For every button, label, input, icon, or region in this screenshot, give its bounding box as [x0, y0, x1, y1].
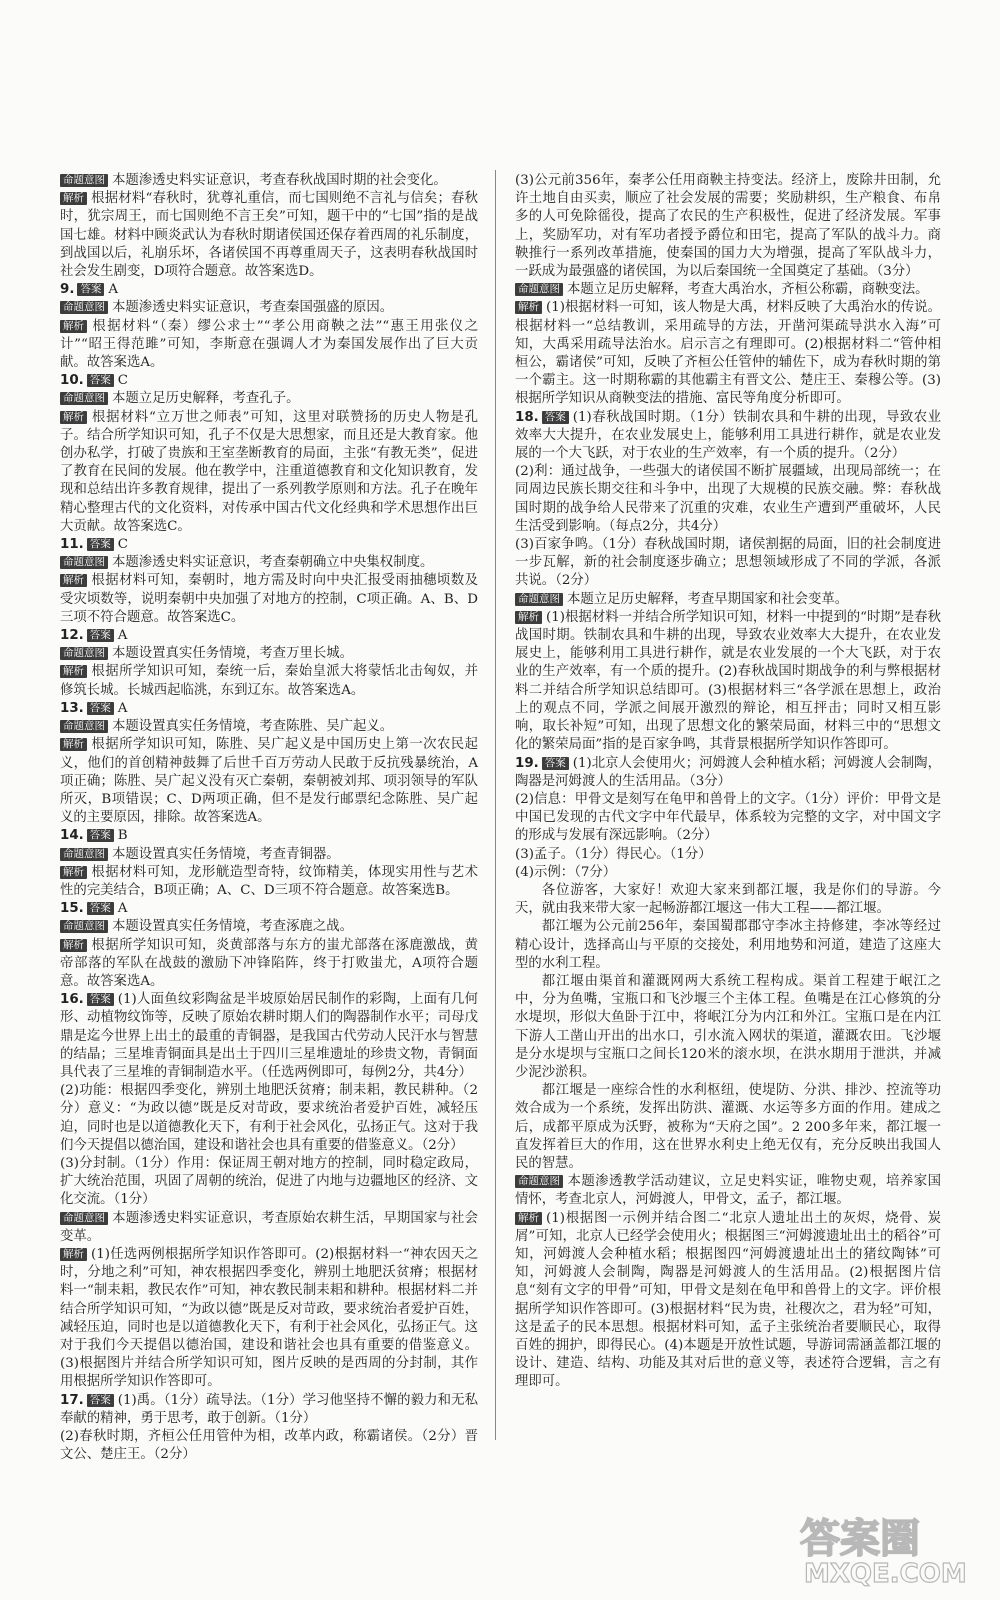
- label-intent: 命题意图: [60, 301, 108, 314]
- block-intent: [60, 1210, 478, 1246]
- question-number: 18.: [515, 409, 539, 425]
- block-intent: [60, 846, 478, 864]
- label-analysis: 解析: [60, 411, 87, 424]
- paragraph-text: 根据材料“春秋时，犹尊礼重信，而七国则绝不言礼与信矣；春秋时，犹宗周王，而七国则绝不言王矣”可知，题干中的“七国”指的是战国七雄。材料中顾炎武认为春秋时期诸侯国还保存着西周的礼乐制度，到战国以后，礼崩乐坏，各诸侯国不再尊重周天子，这表明春秋战国时社会发生剧变，D项符合题意。故答案选D。: [60, 191, 478, 280]
- answer-paragraph: [515, 1082, 941, 1173]
- paragraph-text: 根据材料“（秦）缪公求士”“孝公用商鞅之法”“惠王用张仪之计”“昭王得范雎”可知，李斯意在强调人才为秦国发展作出了巨大贡献。故答案选A。: [60, 318, 478, 371]
- paragraph-text: 本题立足历史解释，考查大禹治水，齐桓公称霸，商鞅变法。: [567, 282, 929, 298]
- paragraph-text: (2)功能：根据四季变化，辨别土地肥沃贫瘠；制耒耜，教民耕种。（2分）意义：“为政以德”既是反对苛政，要求统治者爱护百姓，减轻压迫，同时也是以道德教化天下，有利于社会风化，弘扬正气。这对于我们今天提倡以德治国，建设和谐社会也具有重要的借鉴意义。（2分）: [60, 1083, 478, 1153]
- paragraph-text: 根据材料可知，秦朝时，地方需及时向中央汇报受雨抽穗顷数及受灾顷数等，说明秦朝中央加强了对地方的控制，C项正确。A、B、D三项不符合题意。故答案选C。: [60, 573, 478, 625]
- paragraph-text: 都江堰是一座综合性的水利枢纽，使堤防、分洪、排沙、控流等功效合成为一个系统，发挥出防洪、灌溉、水运等多方面的作用。建成之后，成都平原成为沃野，被称为“天府之国”。2 200多年来，都江堰一直发挥着巨大的作用，这在世界水利史上绝无仅有，充分反映出我国人民的智慧。: [515, 1083, 941, 1171]
- block-intent: [60, 718, 478, 736]
- label-analysis: 解析: [60, 866, 87, 879]
- label-analysis: 解析: [60, 320, 87, 333]
- block-analysis: [60, 409, 478, 536]
- label-intent: 命题意图: [60, 1212, 108, 1225]
- paragraph-text: 本题设置真实任务情境，考查涿鹿之战。: [112, 919, 354, 935]
- paragraph-text: A: [108, 282, 119, 298]
- block-intent: [60, 645, 478, 663]
- paragraph-text: A: [117, 700, 128, 716]
- paragraph-text: (1)北京人会使用火；河姆渡人会种植水稻；河姆渡人会制陶，陶器是河姆渡人的生活用品。（3分）: [515, 755, 941, 789]
- paragraph-text: 本题立足历史解释，考查早期国家和社会变革。: [567, 591, 849, 607]
- label-analysis: 解析: [515, 301, 542, 314]
- block-analysis: [60, 1246, 478, 1392]
- paragraph-text: (1)禹。（1分）疏导法。（1分）学习他坚持不懈的毅力和无私奉献的精神，勇于思考，敢于创新。（1分）: [60, 1392, 478, 1426]
- label-intent: 命题意图: [515, 1175, 563, 1188]
- paragraph-text: (1)春秋战国时期。（1分）铁制农具和牛耕的出现，导致农业效率大大提升，在农业发展史上，能够利用工具进行耕作，就是农业发展的一个大飞跃，对于农业的生产效率，有一个质的提升。（2分）: [515, 409, 941, 462]
- watermark-logo: [792, 1500, 982, 1590]
- question-answer: [60, 700, 478, 718]
- question-number: 17.: [60, 1392, 84, 1408]
- question-answer: [60, 900, 478, 918]
- paragraph-text: 都江堰由渠首和灌溉网两大系统工程构成。渠首工程建于岷江之中，分为鱼嘴，宝瓶口和飞沙堰三个主体工程。鱼嘴是在江心修筑的分水堤坝，形似大鱼卧于江中，将岷江分为内江和外江。宝瓶口是在内江下游人工凿山开出的出水口，引水流入网状的渠道，灌溉农田。飞沙堰是分水堤坝与宝瓶口之间长120米的滚水坝，在洪水期用于泄洪，并减少泥沙淤积。: [515, 973, 941, 1080]
- answer-paragraph: [515, 846, 941, 864]
- paragraph-text: 本题立足历史解释，考查孔子。: [112, 391, 300, 407]
- question-answer: [60, 991, 478, 1082]
- label-answer: 答案: [542, 411, 569, 424]
- label-analysis: 解析: [515, 611, 542, 624]
- paragraph-text: C: [117, 373, 128, 389]
- question-answer: [60, 372, 478, 390]
- question-answer: [60, 627, 478, 645]
- right-column: [515, 172, 941, 1392]
- paragraph-text: 本题设置真实任务情境，考查万里长城。: [112, 646, 354, 662]
- paragraph-text: 根据所学知识可知，陈胜、吴广起义是中国历史上第一次农民起义，他们的首创精神鼓舞了后世千百万劳动人民敢于反抗残暴统治，A项正确；陈胜、吴广起义没有灭亡秦朝，秦朝被刘邦、项羽领导的军队所灭，B项错误；C、D两项正确，但不是发行邮票纪念陈胜、吴广起义的主要原因，排除。故答案选A。: [60, 737, 478, 826]
- answer-paragraph: [515, 864, 941, 882]
- question-number: 19.: [515, 755, 539, 771]
- question-answer: [515, 409, 941, 464]
- block-intent: [515, 591, 941, 609]
- block-analysis: [60, 736, 478, 827]
- question-number: 12.: [60, 628, 84, 644]
- paragraph-text: (1)根据材料一可知，该人物是大禹，材料反映了大禹治水的传说。根据材料一“总结教训，采用疏导的方法，开凿河渠疏导洪水入海”可知，大禹采用疏导法治水。启示言之有理即可。(2)根据材料二“管仲相桓公，霸诸侯”可知，反映了齐桓公任管仲的辅佐下，成为春秋时期的第一个霸主。这一时期称霸的其他霸主有晋文公、楚庄王、秦穆公等。(3)根据所学知识从商鞅变法的措施、富民等角度分析即可。: [515, 300, 941, 407]
- answer-paragraph: [515, 172, 941, 281]
- question-number: 16.: [60, 992, 84, 1008]
- block-intent: [515, 281, 941, 299]
- block-analysis: [60, 937, 478, 992]
- paragraph-text: (2)春秋时期，齐桓公任用管仲为相，改革内政，称霸诸侯。（2分）晋文公、楚庄王。（2分）: [60, 1429, 478, 1463]
- question-number: 15.: [60, 901, 84, 917]
- answer-paragraph: [60, 1155, 478, 1210]
- paragraph-text: (2)信息：甲骨文是刻写在龟甲和兽骨上的文字。（1分）评价：甲骨文是中国已发现的古代文字中年代最早，体系较为完整的文字，对中国文字的形成与发展有深远影响。（2分）: [515, 791, 941, 844]
- block-intent: [60, 299, 478, 317]
- paragraph-text: (2)利：通过战争，一些强大的诸侯国不断扩展疆域，出现局部统一；在同周边民族长期交往和斗争中，出现了大规模的民族交融。弊：春秋战国时期的战争给人民带来了沉重的灾难，农业生产遭到严重破坏，人民生活受到影响。（每点2分，共4分）: [515, 464, 941, 534]
- block-analysis: [515, 299, 941, 408]
- block-analysis: [60, 663, 478, 699]
- label-intent: 命题意图: [60, 392, 108, 405]
- answer-paragraph: [515, 973, 941, 1082]
- answer-paragraph: [60, 1082, 478, 1155]
- block-analysis: [60, 318, 478, 373]
- block-intent: [515, 1173, 941, 1209]
- label-intent: 命题意图: [60, 174, 108, 187]
- block-analysis: [515, 609, 941, 755]
- paragraph-text: C: [117, 537, 128, 553]
- block-analysis: [515, 1210, 941, 1392]
- paragraph-text: (1)根据图一示例并结合图二“北京人遗址出土的灰烬，烧骨、炭屑”可知，北京人已经学会使用火；根据图三“河姆渡遗址出土的稻谷”可知，河姆渡人会种植水稻；根据图四“河姆渡遗址出土的猪纹陶钵”可知，河姆渡人会制陶，陶器是河姆渡人的生活用品。(2)根据图片信息“刻有文字的甲骨”可知，甲骨文是刻在龟甲和兽骨上的文字。评价根据所学知识作答即可。(3)根据材料“民为贵，社稷次之，君为轻”可知，这是孟子的民本思想。根据材料可知，孟子主张统治者要顺民心，取得百姓的拥护，即得民心。(4)本题是开放性试题，导游词需涵盖都江堰的设计、建造、结构、功能及其对后世的意义等，表述符合逻辑，言之有理即可。: [515, 1210, 941, 1390]
- paragraph-text: (4)示例：（7分）: [515, 864, 617, 880]
- block-analysis: [60, 190, 478, 281]
- paragraph-text: 根据所学知识可知，炎黄部落与东方的蚩尤部落在涿鹿激战，黄帝部落的军队在战鼓的激励下冲锋陷阵，终于打败蚩尤，A项符合题意。故答案选A。: [60, 937, 478, 989]
- label-intent: 命题意图: [515, 283, 563, 296]
- column-divider: [495, 170, 496, 1440]
- watermark-text-cn: 答案圈: [800, 1516, 920, 1562]
- label-analysis: 解析: [60, 192, 87, 205]
- paragraph-text: 本题渗透史料实证意识，考查原始农耕生活，早期国家与社会变革。: [60, 1210, 478, 1244]
- label-intent: 命题意图: [60, 647, 108, 660]
- label-answer: 答案: [87, 993, 114, 1006]
- paragraph-text: B: [117, 828, 128, 844]
- paragraph-text: 本题渗透教学活动建议，立足史料实证，唯物史观，培养家国情怀，考查北京人，河姆渡人，甲骨文，孟子，都江堰。: [515, 1174, 941, 1208]
- paragraph-text: 根据材料可知，龙形觥造型奇特，纹饰精美，体现实用性与艺术性的完美结合，B项正确；A、C、D三项不符合题意。故答案选B。: [60, 864, 478, 898]
- paragraph-text: (1)人面鱼纹彩陶盆是半坡原始居民制作的彩陶，上面有几何形、动植物纹饰等，反映了原始农耕时期人们的陶器制作水平；司母戊鼎是迄今世界上出土的最重的青铜器，是我国古代劳动人民汗水与智慧的结晶；三星堆青铜面具是出土于四川三星堆遗址的珍贵文物，青铜面具代表了三星堆的青铜制造水平。（任选两例即可，每例2分，共4分）: [60, 992, 478, 1080]
- question-number: 9.: [60, 282, 75, 298]
- label-analysis: 解析: [60, 1248, 87, 1261]
- question-answer: [515, 755, 941, 791]
- paragraph-text: 本题设置真实任务情境，考查陈胜、吴广起义。: [112, 719, 394, 735]
- label-analysis: 解析: [60, 665, 87, 678]
- block-intent: [60, 918, 478, 936]
- paragraph-text: (1)任选两例根据所学知识作答即可。(2)根据材料一“神农因天之时，分地之利”可知，神农根据四季变化，辨别土地肥沃贫瘠；根据材料一“制耒耜，教民农作”可知，神农教民制耒耜和耕种。根据材料二并结合所学知识可知，“为政以德”既是反对苛政，要求统治者爱护百姓，减轻压迫，同时也是以道德教化天下，有利于社会风化，弘扬正气。这对于我们今天提倡以德治国，建设和谐社会也具有重要的借鉴意义。(3)根据图片并结合所学知识可知，图片反映的是西周的分封制，其作用根据所学知识作答即可。: [60, 1246, 478, 1390]
- paragraph-text: (3)百家争鸣。（1分）春秋战国时期，诸侯割据的局面，旧的社会制度进一步瓦解，新的社会制度逐步确立；思想领域形成了不同的学派，各派共说。（2分）: [515, 537, 941, 589]
- label-intent: 命题意图: [60, 556, 108, 569]
- paragraph-text: 本题渗透史料实证意识，考查秦国强盛的原因。: [112, 300, 394, 316]
- label-analysis: 解析: [60, 738, 87, 751]
- answer-paragraph: [515, 918, 941, 973]
- paragraph-text: A: [117, 901, 128, 917]
- block-analysis: [60, 572, 478, 627]
- label-answer: 答案: [77, 283, 104, 296]
- paragraph-text: (3)公元前356年，秦孝公任用商鞅主持变法。经济上，废除井田制，允许土地自由买卖，顺应了社会发展的需要；奖励耕织，生产粮食、布帛多的人可免除徭役，提高了农民的生产积极性，促进了经济发展。军事上，奖励军功，对有军功者授予爵位和田宅，提高了军队的战斗力。商鞅推行一系列改革措施，使秦国的国力大为增强，提高了军队战斗力，一跃成为最强盛的诸侯国，为以后秦国统一全国奠定了基础。（3分）: [515, 173, 941, 280]
- answer-paragraph: [515, 882, 941, 918]
- paragraph-text: 根据所学知识可知，秦统一后，秦始皇派大将蒙恬北击匈奴，并修筑长城。长城西起临洮，东到辽东。故答案选A。: [60, 664, 478, 698]
- left-column: [60, 172, 478, 1464]
- answer-paragraph: [515, 536, 941, 591]
- question-number: 10.: [60, 373, 84, 389]
- block-intent: [60, 554, 478, 572]
- label-intent: 命题意图: [515, 593, 563, 606]
- block-analysis: [60, 864, 478, 900]
- block-intent: [60, 390, 478, 408]
- question-answer: [60, 281, 478, 299]
- label-analysis: 解析: [60, 939, 87, 952]
- paragraph-text: (3)孟子。（1分）得民心。（1分）: [515, 846, 712, 862]
- watermark-text-en: MXQE.COM: [804, 1559, 967, 1589]
- paragraph-text: 本题渗透史料实证意识，考查秦朝确立中央集权制度。: [112, 555, 434, 571]
- answer-paragraph: [60, 1428, 478, 1464]
- label-answer: 答案: [87, 702, 114, 715]
- paragraph-text: 根据材料“立万世之师表”可知，这里对联赞扬的历史人物是孔子。结合所学知识可知，孔子不仅是大思想家，而且还是大教育家。他创办私学，打破了贵族和王室垄断教育的局面，主张“有教无类”，促进了教育在民间的发展。他在教学中，注重道德教育和文化知识教育，发现和总结出许多教育规律，提出了一系列教学原则和方法。孔子在晚年精心整理古代的文化资料，对传承中国古代文化经典和学术思想作出巨大贡献。故答案选C。: [60, 409, 478, 534]
- label-answer: 答案: [87, 629, 114, 642]
- question-number: 11.: [60, 537, 84, 553]
- question-answer: [60, 827, 478, 845]
- label-answer: 答案: [87, 829, 114, 842]
- paragraph-text: A: [117, 628, 128, 644]
- paragraph-text: (1)根据材料一并结合所学知识可知，材料一中提到的“时期”是春秋战国时期。铁制农具和牛耕的出现，导致农业效率大大提升，在农业发展史上，能够利用工具进行耕作，就是农业发展的一个大飞跃，对于农业的生产效率，有一个质的提升。(2)春秋战国时期战争的利与弊根据材料二并结合所学知识总结即可。(3)根据材料三“各学派在思想上，政治上的观点不同，学派之间展开激烈的辩论，相互抨击；同时又相互影响，取长补短”可知，出现了思想文化的繁荣局面，材料三中的“思想文化的繁荣局面”指的是百家争鸣，其背景根据所学知识作答即可。: [515, 609, 941, 753]
- paragraph-text: 本题渗透史料实证意识，考查春秋战国时期的社会变化。: [112, 173, 447, 188]
- paragraph-text: 都江堰为公元前256年，秦国蜀郡郡守李冰主持修建，李冰等经过精心设计，选择高山与平原的交接处，利用地势和河道，建造了这座大型的水利工程。: [515, 919, 941, 971]
- label-analysis: 解析: [515, 1212, 542, 1225]
- question-answer: [60, 1392, 478, 1428]
- question-number: 14.: [60, 828, 84, 844]
- label-intent: 命题意图: [60, 848, 108, 861]
- block-intent: [60, 172, 478, 190]
- question-answer: [60, 536, 478, 554]
- paragraph-text: 各位游客，大家好！欢迎大家来到都江堰，我是你们的导游。今天，就由我来带大家一起畅游都江堰这一伟大工程——都江堰。: [515, 882, 941, 917]
- label-answer: 答案: [87, 374, 114, 387]
- label-intent: 命题意图: [60, 720, 108, 733]
- label-answer: 答案: [87, 538, 114, 551]
- label-answer: 答案: [87, 902, 114, 915]
- label-intent: 命题意图: [60, 920, 108, 933]
- label-answer: 答案: [87, 1394, 114, 1407]
- label-answer: 答案: [542, 757, 569, 770]
- paragraph-text: 本题设置真实任务情境，考查青铜器。: [112, 846, 340, 862]
- paragraph-text: (3)分封制。（1分）作用：保证周王朝对地方的控制，同时稳定政局，扩大统治范围，巩固了周朝的统治，促进了内地与边疆地区的经济、文化交流。（1分）: [60, 1155, 478, 1208]
- question-number: 13.: [60, 700, 84, 716]
- label-analysis: 解析: [60, 574, 87, 587]
- answer-paragraph: [515, 791, 941, 846]
- answer-paragraph: [515, 463, 941, 536]
